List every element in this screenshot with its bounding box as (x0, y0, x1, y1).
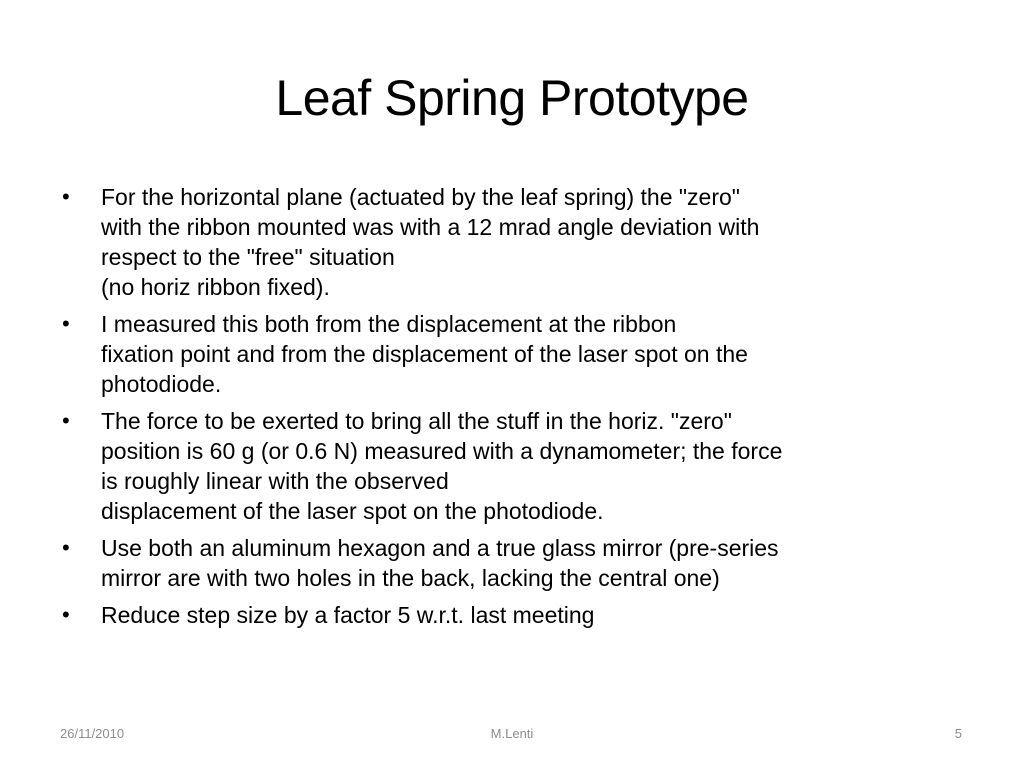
bullet-text-line: position is 60 g (or 0.6 N) measured with a dynamometer; the force (101, 438, 783, 464)
bullet-icon: • (62, 311, 70, 336)
bullet-item (62, 309, 967, 399)
bullet-list (62, 182, 967, 637)
bullet-text-line: photodiode. (101, 371, 222, 397)
bullet-item (62, 600, 967, 630)
bullet-text-line: is roughly linear with the observed (101, 468, 449, 494)
bullet-icon: • (62, 408, 70, 433)
bullet-text-line: I measured this both from the displacement at the ribbon (101, 311, 677, 337)
bullet-text-line: fixation point and from the displacement of the laser spot on the (101, 341, 748, 367)
slide-title: Leaf Spring Prototype (275, 70, 749, 126)
bullet-text-line: mirror are with two holes in the back, lacking the central one) (101, 565, 720, 591)
bullet-icon: • (62, 535, 70, 560)
bullet-icon: • (62, 184, 70, 209)
bullet-text-line: Reduce step size by a factor 5 w.r.t. last meeting (101, 602, 595, 628)
bullet-item (62, 406, 967, 526)
bullet-item (62, 533, 967, 593)
bullet-text-line: with the ribbon mounted was with a 12 mrad angle deviation with (101, 214, 760, 240)
bullet-icon: • (62, 602, 70, 627)
bullet-text-line: respect to the "free" situation (101, 244, 395, 270)
bullet-text-line: The force to be exerted to bring all the stuff in the horiz. "zero" (101, 408, 732, 434)
footer-date: 26/11/2010 (60, 726, 125, 741)
footer-author: M.Lenti (490, 726, 534, 741)
bullet-text-line: displacement of the laser spot on the photodiode. (101, 498, 604, 524)
bullet-text-line: For the horizontal plane (actuated by the leaf spring) the "zero" (101, 184, 740, 210)
bullet-item (62, 182, 967, 302)
bullet-text-line: (no horiz ribbon fixed). (101, 274, 330, 300)
bullet-text-line: Use both an aluminum hexagon and a true glass mirror (pre-series (101, 535, 779, 561)
footer-page-number: 5 (954, 726, 962, 741)
